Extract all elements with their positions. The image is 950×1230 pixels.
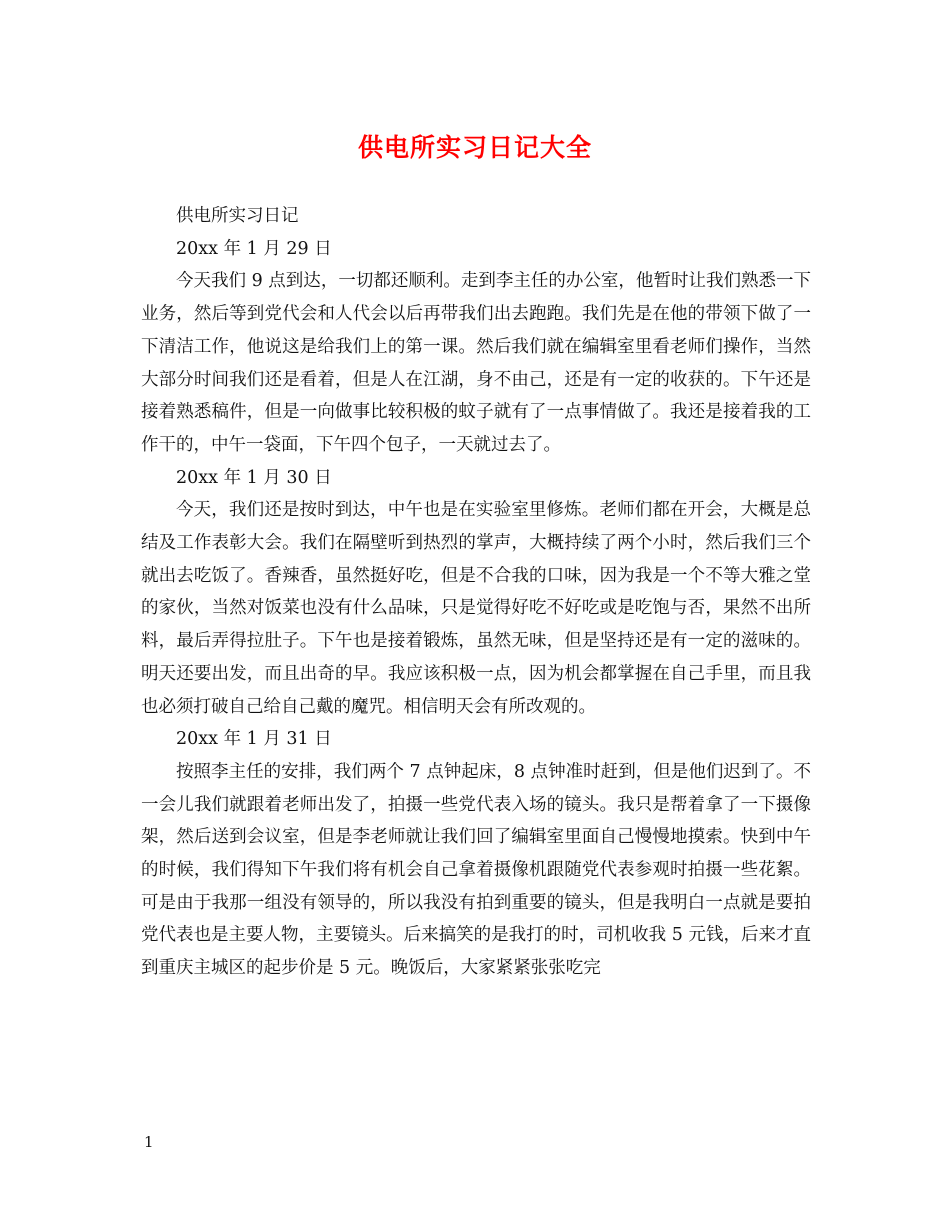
paragraph-date-3: 20xx 年 1 月 31 日 — [176, 729, 332, 750]
paragraph-date-1: 20xx 年 1 月 29 日 — [176, 238, 332, 259]
document-body — [141, 200, 811, 985]
paragraph-subtitle: 供电所实习日记 — [176, 206, 299, 226]
document-title: 供电所实习日记大全 — [357, 133, 592, 162]
paragraph-entry-1: 今天我们 9 点到达，一切都还顺利。走到李主任的办公室，他暂时让我们熟悉一下业务，然后等到党代会和人代会以后再带我们出去跑跑。我们先是在他的带领下做了一下清洁工作，他说这是给我们上的第一课。然后我们就在编辑室里看老师们操作，当然大部分时间我们还是看着，但是人在江湖，身不由己，还是有一定的收获的。下午还是接着熟悉稿件，但是一向做事比较积极的蚊子就有了一点事情做了。我还是接着我的工作干的，中午一袋面，下午四个包子，一天就过去了。 — [141, 271, 811, 455]
paragraph-entry-2: 今天，我们还是按时到达，中午也是在实验室里修炼。老师们都在开会，大概是总结及工作表彰大会。我们在隔壁听到热烈的掌声，大概持续了两个小时，然后我们三个就出去吃饭了。香辣香，虽然挺好吃，但是不合我的口味，因为我是一个不等大雅之堂的家伙，当然对饭菜也没有什么品味，只是觉得好吃不好吃或是吃饱与否，果然不出所料，最后弄得拉肚子。下午也是接着锻炼，虽然无味，但是坚持还是有一定的滋味的。明天还要出发，而且出奇的早。我应该积极一点，因为机会都掌握在自己手里，而且我也必须打破自己给自己戴的魔咒。相信明天会有所改观的。 — [141, 500, 811, 717]
paragraph-entry-3: 按照李主任的安排，我们两个 7 点钟起床，8 点钟准时赶到，但是他们迟到了。不一会儿我们就跟着老师出发了，拍摄一些党代表入场的镜头。我只是帮着拿了一下摄像架，然后送到会议室，但是李老师就让我们回了编辑室里面自己慢慢地摸索。快到中午的时候，我们得知下午我们将有机会自己拿着摄像机跟随党代表参观时拍摄一些花絮。可是由于我那一组没有领导的，所以我没有拍到重要的镜头，但是我明白一点就是要拍党代表也是主要人物，主要镜头。后来搞笑的是我打的时，司机收我 5 元钱，后来才直到重庆主城区的起步价是 5 元。晚饭后，大家紧紧张张吃完 — [141, 761, 811, 979]
paragraph-date-2: 20xx 年 1 月 30 日 — [176, 467, 332, 488]
page-number: 1 — [144, 1133, 154, 1151]
